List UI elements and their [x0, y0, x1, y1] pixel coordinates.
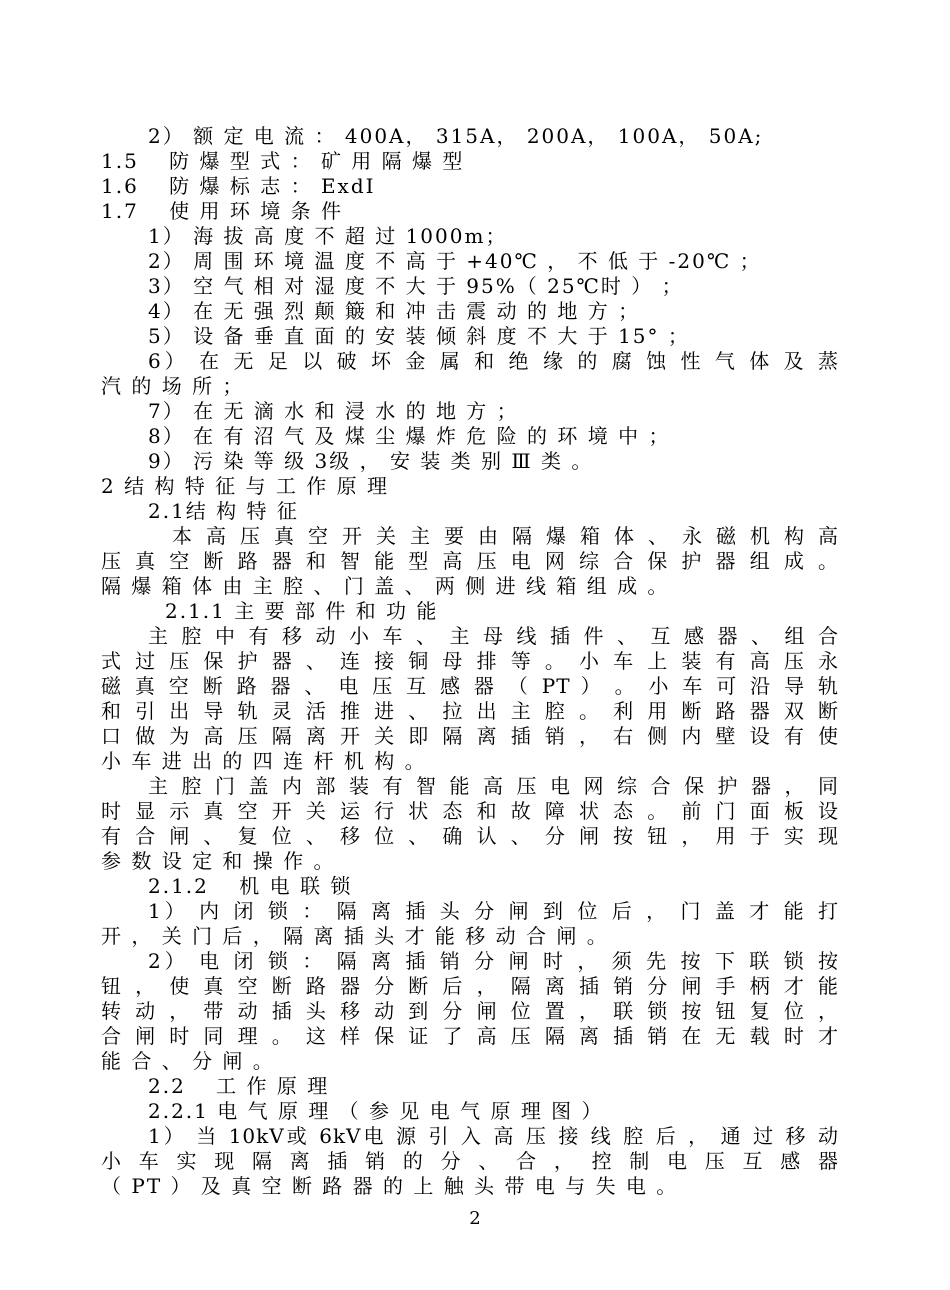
- text-line: 4） 在 无 强 烈 颠 簸 和 冲 击 震 动 的 地 方 ；: [148, 299, 641, 323]
- text-line: 主 腔 门 盖 内 部 装 有 智 能 高 压 电 网 综 合 保 护 器 ， 同: [148, 774, 839, 798]
- text-line: 9） 污 染 等 级 3级 ， 安 装 类 别 Ⅲ 类 。: [148, 449, 594, 473]
- text-line: 和 引 出 导 轨 灵 活 推 进 、 拉 出 主 腔 。 利 用 断 路 器 双 断: [101, 699, 839, 723]
- text-line: 2） 额 定 电 流 ： 400A， 315A， 200A， 100A， 50A;: [148, 124, 764, 148]
- text-line: 能 合 、 分 闸 。: [101, 1049, 275, 1073]
- section-heading: 2 结 构 特 征 与 工 作 原 理: [101, 474, 389, 498]
- text-line: 汽 的 场 所 ；: [101, 374, 245, 398]
- section-heading: 1.7 使 用 环 境 条 件: [101, 199, 343, 223]
- text-line: 7） 在 无 滴 水 和 浸 水 的 地 方 ；: [148, 399, 519, 423]
- section-heading: 1.6 防 爆 标 志 ： ExdI: [101, 174, 376, 198]
- text-line: 1） 当 10kV或 6kV电 源 引 入 高 压 接 线 腔 后 ， 通 过 移 动: [148, 1124, 839, 1148]
- text-line: 口 做 为 高 压 隔 离 开 关 即 隔 离 插 销 ， 右 侧 内 壁 设 有 使: [101, 724, 839, 748]
- text-line: （ PT ） 及 真 空 断 路 器 的 上 触 头 带 电 与 失 电 。: [101, 1174, 679, 1198]
- section-heading: 1.5 防 爆 型 式 ： 矿 用 隔 爆 型: [101, 149, 465, 173]
- section-heading: 2.1.2 机 电 联 锁: [148, 874, 353, 898]
- section-heading: 2.1结 构 特 征: [148, 499, 299, 523]
- section-heading: 2.1.1 主 要 部 件 和 功 能: [165, 599, 439, 623]
- text-line: 主 腔 中 有 移 动 小 车 、 主 母 线 插 件 、 互 感 器 、 组 合: [148, 624, 839, 648]
- text-line: 本 高 压 真 空 开 关 主 要 由 隔 爆 箱 体 、 永 磁 机 构 高: [172, 524, 839, 548]
- text-line: 6） 在 无 足 以 破 坏 金 属 和 绝 缘 的 腐 蚀 性 气 体 及 蒸: [148, 349, 839, 373]
- text-line: 8） 在 有 沼 气 及 煤 尘 爆 炸 危 险 的 环 境 中 ；: [148, 424, 671, 448]
- text-line: 式 过 压 保 护 器 、 连 接 铜 母 排 等 。 小 车 上 装 有 高 压 永: [101, 649, 839, 673]
- text-line: 压 真 空 断 路 器 和 智 能 型 高 压 电 网 综 合 保 护 器 组 成 。: [101, 549, 839, 573]
- text-line: 小 车 进 出 的 四 连 杆 机 构 。: [101, 749, 427, 773]
- text-line: 钮 ， 使 真 空 断 路 器 分 断 后 ， 隔 离 插 销 分 闸 手 柄 才 能: [101, 974, 839, 998]
- text-line: 磁 真 空 断 路 器 、 电 压 互 感 器 （ PT ） 。 小 车 可 沿 导 轨: [101, 674, 839, 698]
- text-line: 开 ， 关 门 后 ， 隔 离 插 头 才 能 移 动 合 闸 。: [101, 924, 609, 948]
- text-line: 2） 电 闭 锁 ： 隔 离 插 销 分 闸 时 ， 须 先 按 下 联 锁 按: [148, 949, 839, 973]
- text-line: 5） 设 备 垂 直 面 的 安 装 倾 斜 度 不 大 于 15° ；: [148, 324, 690, 348]
- section-heading: 2.2 工 作 原 理: [148, 1074, 330, 1098]
- page-number: 2: [469, 1208, 481, 1229]
- text-line: 1） 海 拔 高 度 不 超 过 1000m；: [148, 224, 508, 248]
- text-line: 合 闸 时 同 理 。 这 样 保 证 了 高 压 隔 离 插 销 在 无 载 时 才: [101, 1024, 839, 1048]
- section-heading: 2.2.1 电 气 原 理 （ 参 见 电 气 原 理 图 ）: [148, 1099, 604, 1123]
- text-line: 有 合 闸 、 复 位 、 移 位 、 确 认 、 分 闸 按 钮 ， 用 于 实 现: [101, 824, 839, 848]
- text-line: 小 车 实 现 隔 离 插 销 的 分 、 合 ， 控 制 电 压 互 感 器: [101, 1149, 839, 1173]
- text-line: 3） 空 气 相 对 湿 度 不 大 于 95%（ 25℃时 ） ；: [148, 274, 684, 298]
- text-line: 隔 爆 箱 体 由 主 腔 、 门 盖 、 两 侧 进 线 箱 组 成 。: [101, 574, 670, 598]
- text-line: 转 动 ， 带 动 插 头 移 动 到 分 闸 位 置 ， 联 锁 按 钮 复 位 ，: [101, 999, 839, 1023]
- text-line: 1） 内 闭 锁 ： 隔 离 插 头 分 闸 到 位 后 ， 门 盖 才 能 打: [148, 899, 839, 923]
- text-line: 参 数 设 定 和 操 作 。: [101, 849, 336, 873]
- text-line: 2） 周 围 环 境 温 度 不 高 于 +40℃ ， 不 低 于 -20℃ ；: [148, 249, 762, 273]
- text-line: 时 显 示 真 空 开 关 运 行 状 态 和 故 障 状 态 。 前 门 面 板 设: [101, 799, 839, 823]
